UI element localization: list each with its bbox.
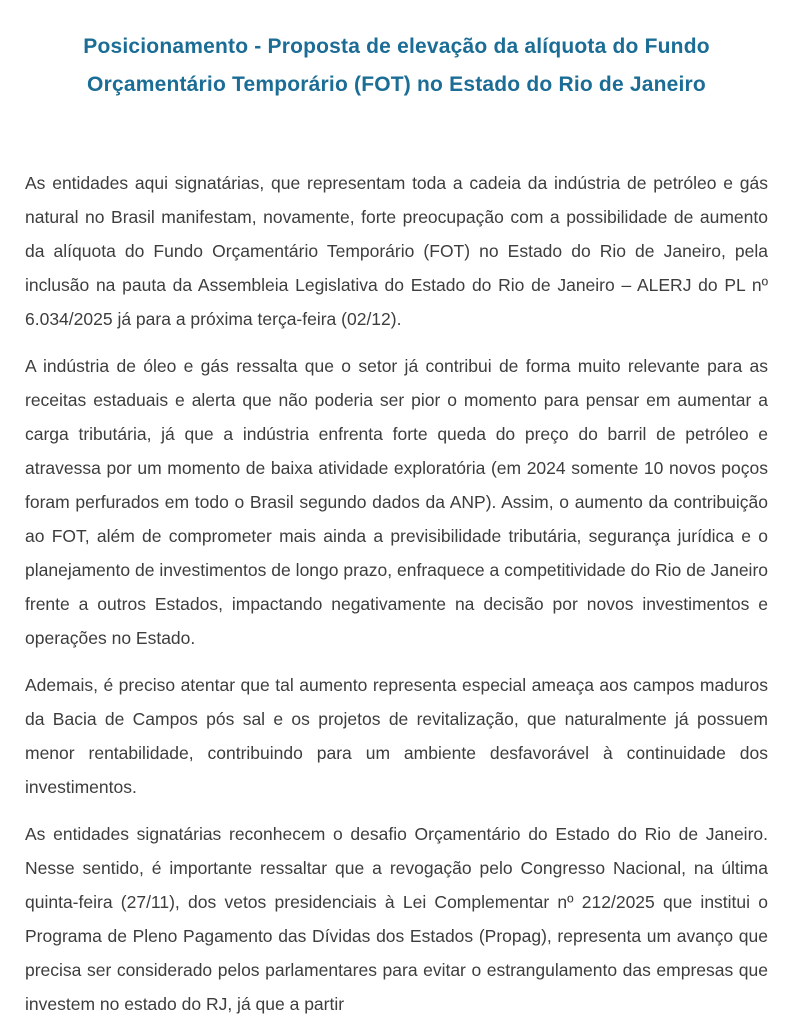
paragraph-2: A indústria de óleo e gás ressalta que o setor já contribui de forma muito relevante para as receitas estaduais e alerta que não poderia ser pior o momento para pensar em aumentar a carga tributária, já que a indústria enfrenta forte queda do preço do barril de petróleo e atravessa por um momento de baixa atividade exploratória (em 2024 somente 10 novos poços foram perfurados em todo o Brasil segundo dados da ANP). Assim, o aumento da contribuição ao FOT, além de comprometer mais ainda a previsibilidade tributária, segurança jurídica e o planejamento de investimentos de longo prazo, enfraquece a competitividade do Rio de Janeiro frente a outros Estados, impactando negativamente na decisão por novos investimentos e operações no Estado. [25,356,768,648]
paragraph-4: As entidades signatárias reconhecem o desafio Orçamentário do Estado do Rio de Janeiro. Nesse sentido, é importante ressaltar que a revogação pelo Congresso Nacional, na última quinta-feira (27/11), dos vetos presidenciais à Lei Complementar nº 212/2025 que institui o Programa de Pleno Pagamento das Dívidas dos Estados (Propag), representa um avanço que precisa ser considerado pelos parlamentares para evitar o estrangulamento das empresas que investem no estado do RJ, já que a partir [25,824,768,1014]
paragraph-3: Ademais, é preciso atentar que tal aumento representa especial ameaça aos campos maduros da Bacia de Campos pós sal e os projetos de revitalização, que naturalmente já possuem menor rentabilidade, contribuindo para um ambiente desfavorável à continuidade dos investimentos. [25,675,768,797]
paragraph-1: As entidades aqui signatárias, que representam toda a cadeia da indústria de petróleo e gás natural no Brasil manifestam, novamente, forte preocupação com a possibilidade de aumento da alíquota do Fundo Orçamentário Temporário (FOT) no Estado do Rio de Janeiro, pela inclusão na pauta da Assembleia Legislativa do Estado do Rio de Janeiro – ALERJ do PL nº 6.034/2025 já para a próxima terça-feira (02/12). [25,173,768,329]
document-title: Posicionamento - Proposta de elevação da alíquota do Fundo Orçamentário Temporário (FOT) no Estado do Rio de Janeiro [83,35,710,96]
